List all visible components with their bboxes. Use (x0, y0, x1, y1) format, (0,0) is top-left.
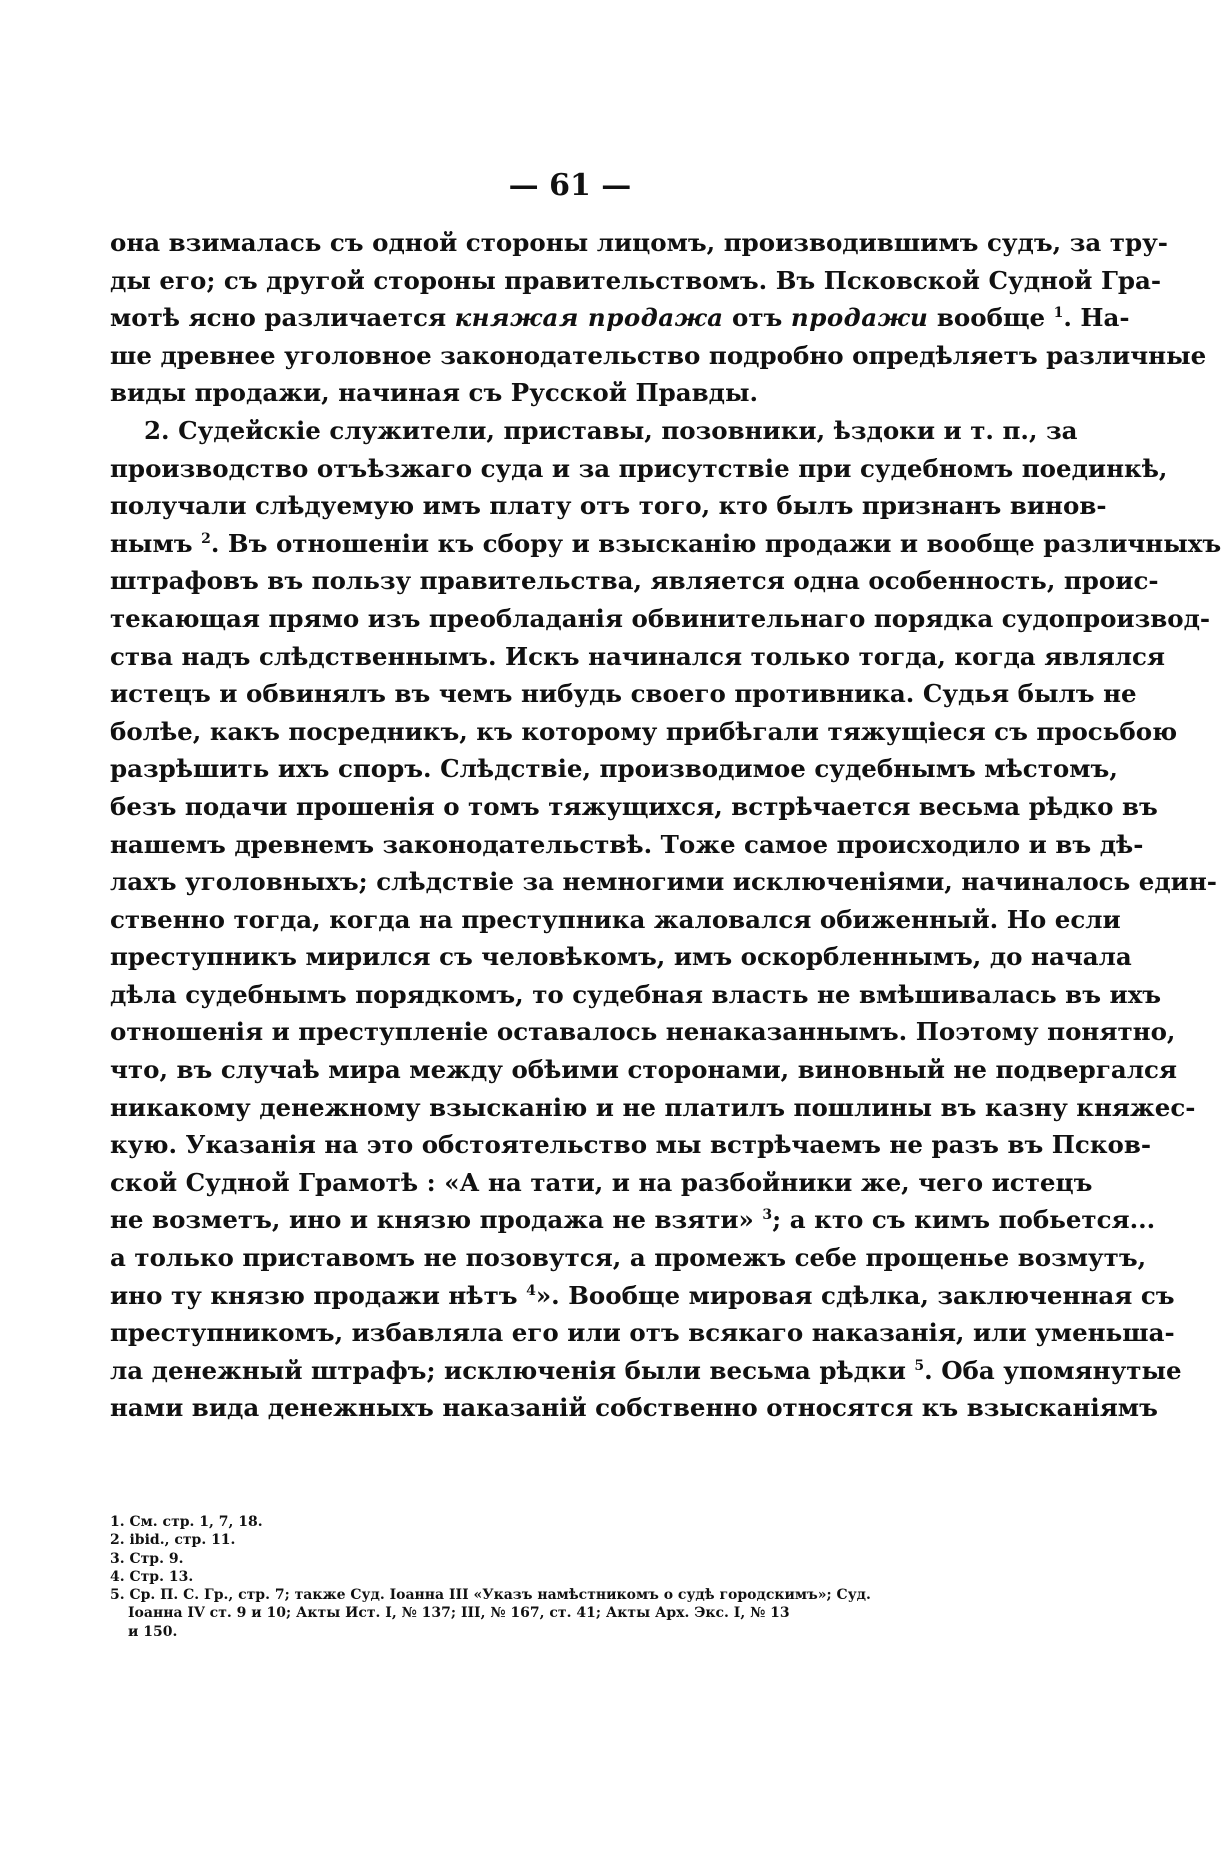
text-line: ской Судной Грамотѣ : «А на тати, и на разбойники же, чего истецъ (110, 1167, 1093, 1197)
text-line: ственно тогда, когда на преступника жаловался обиженный. Но если (110, 904, 1121, 934)
text-line: нымъ $^2$. Въ отношеніи къ сбору и взысканію продажи и вообще различныхъ (110, 528, 1221, 558)
text-line: ше древнее уголовное законодательство подробно опредѣляетъ различные (110, 340, 1207, 370)
text-line: а только приставомъ не позовутся, а промежъ себе прощенье возмутъ, (110, 1243, 1147, 1273)
text-line: производство отъѣзжаго суда и за присутствіе при судебномъ поединкѣ, (110, 453, 1168, 483)
text-line: ла денежный штрафъ; исключенія были весьма рѣдки $^5$. Оба упомянутые (110, 1355, 1182, 1385)
footnote: 3. Стр. 9. (110, 1550, 184, 1567)
footnote-ref: 3 (762, 1207, 773, 1224)
text-line: ино ту князю продажи нѣтъ $^4$». Вообще мировая сдѣлка, заключенная съ (110, 1280, 1175, 1310)
text-line: штрафовъ въ пользу правительства, является одна особенность, проис- (110, 566, 1159, 596)
footnote-ref: 4 (526, 1282, 536, 1299)
text-line: не возметъ, ино и князю продажа не взяти» $^3$; а кто съ кимъ побьется... (110, 1205, 1156, 1235)
footnote: 4. Стр. 13. (110, 1568, 194, 1585)
footnote-ref: 5 (914, 1357, 925, 1374)
text-line: преступникъ мирился съ человѣкомъ, имъ оскорбленнымъ, до начала (110, 942, 1132, 972)
text-line: нашемъ древнемъ законодательствѣ. Тоже самое происходило и въ дѣ- (110, 829, 1144, 859)
footnotes (110, 1513, 980, 1641)
footnote-ref: 1 (1053, 305, 1064, 322)
emphasis: продажи (790, 303, 929, 333)
body-text (110, 224, 1221, 1427)
text-line: что, въ случаѣ мира между обѣими сторонами, виновный не подвергался (110, 1055, 1177, 1085)
text-line: истецъ и обвинялъ въ чемъ нибудь своего противника. Судья былъ не (110, 679, 1137, 709)
text-line: виды продажи, начиная съ Русской Правды. (110, 378, 759, 408)
text-line: лахъ уголовныхъ; слѣдствіе за немногими исключеніями, начиналось един- (110, 867, 1217, 897)
text-line: дѣла судебнымъ порядкомъ, то судебная власть не вмѣшивалась въ ихъ (110, 979, 1162, 1009)
text-line: отношенія и преступленіе оставалось ненаказаннымъ. Поэтому понятно, (110, 1017, 1176, 1047)
text-line: ды его; съ другой стороны правительствомъ. Въ Псковской Судной Гра- (110, 265, 1162, 295)
text-line: получали слѣдуемую имъ плату отъ того, кто былъ признанъ винов- (110, 491, 1107, 521)
text-line: текающая прямо изъ преобладанія обвинительнаго порядка судопроизвод- (110, 603, 1211, 633)
text-line: никакому денежному взысканію и не платилъ пошлины въ казну княжес- (110, 1092, 1196, 1122)
emphasis: княжая продажа (454, 303, 724, 333)
text-line: 2. Судейскіе служители, приставы, позовники, ѣздоки и т. п., за (144, 415, 1078, 445)
footnote-continuation: и 150. (128, 1623, 178, 1640)
text-line: болѣе, какъ посредникъ, къ которому прибѣгали тяжущіеся съ просьбою (110, 716, 1178, 746)
text-line: разрѣшить ихъ споръ. Слѣдствіе, производимое судебнымъ мѣстомъ, (110, 754, 1118, 784)
text-line: она взималась съ одной стороны лицомъ, производившимъ судъ, за тру- (110, 228, 1168, 257)
footnote: 2. ibid., стр. 11. (110, 1532, 236, 1549)
text-line: мотѣ ясно различается княжая продажа отъ продажи вообще $^1$. На- (110, 303, 1130, 333)
text-line: нами вида денежныхъ наказаній собственно относятся къ взысканіямъ (110, 1393, 1158, 1423)
footnote: 1. См. стр. 1, 7, 18. (110, 1514, 263, 1530)
footnote-ref: 2 (201, 530, 211, 547)
page-number: — 61 — (508, 168, 632, 203)
footnote-continuation: Іоанна IV ст. 9 и 10; Акты Ист. I, № 137; III, № 167, ст. 41; Акты Арх. Экс. I, № 13 (128, 1605, 790, 1622)
footnote: 5. Ср. П. С. Гр., стр. 7; также Суд. Іоанна III «Указъ намѣстникомъ о судѣ городскимъ»; Суд. (110, 1587, 871, 1604)
text-line: безъ подачи прошенія о томъ тяжущихся, встрѣчается весьма рѣдко въ (110, 791, 1158, 821)
text-line: ства надъ слѣдственнымъ. Искъ начинался только тогда, когда являлся (110, 641, 1165, 671)
text-line: преступникомъ, избавляла его или отъ всякаго наказанія, или уменьша- (110, 1318, 1175, 1348)
text-line: кую. Указанія на это обстоятельство мы встрѣчаемъ не разъ въ Псков- (110, 1130, 1152, 1160)
